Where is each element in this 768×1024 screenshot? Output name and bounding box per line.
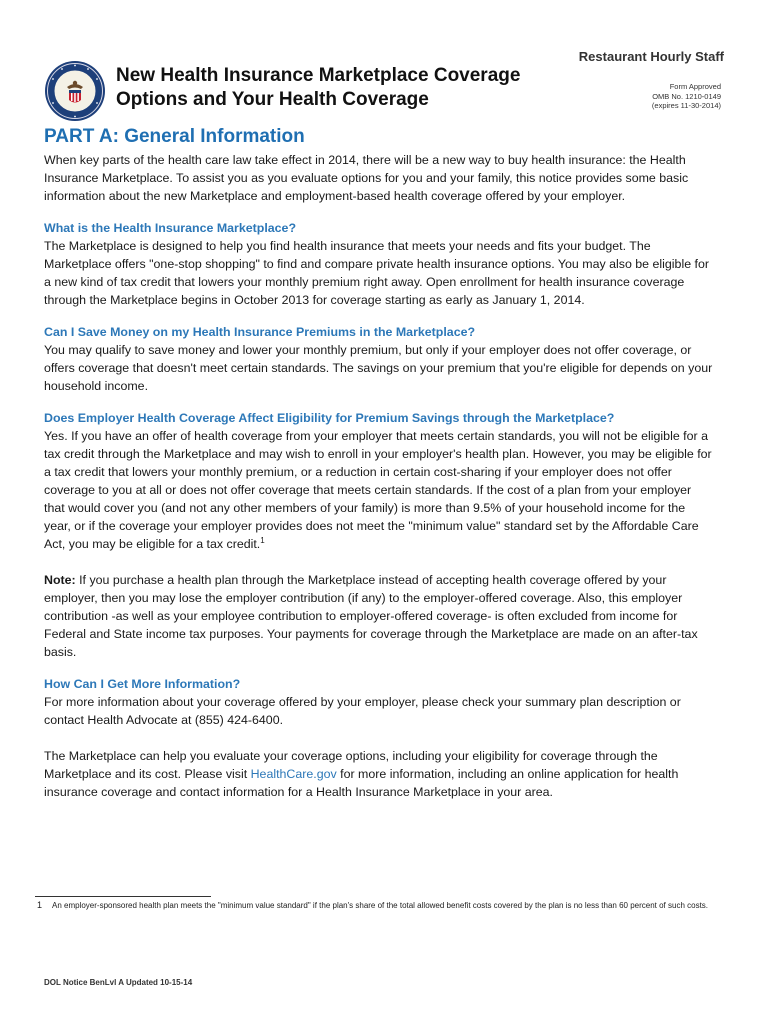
title-line-2: Options and Your Health Coverage — [116, 89, 429, 110]
section-body-employer-coverage — [44, 427, 714, 553]
omb-expiration: (expires 11-30-2014) — [651, 101, 721, 110]
form-approved-text: Form Approved — [669, 82, 721, 91]
note-text: If you purchase a health plan through the Marketplace instead of accepting health coverage offered by your employer, then you may lose the employer contribution (if any) to the employer-offered coverage. Also, this employer contribution -as well as your employee contribution to employer-offered coverage- is often excluded from income for Federal and State income tax purposes. Your payments for coverage through the Marketplace are made on an after-tax basis. — [44, 573, 698, 659]
section-body-save-money: You may qualify to save money and lower your monthly premium, but only if your employer does not offer coverage, or offers coverage that doesn't meet certain standards. The savings on your premium that you're eligible for depends on your household income. — [44, 343, 713, 393]
footnote — [37, 900, 727, 911]
marketplace-help-paragraph — [44, 747, 714, 801]
omb-number: OMB No. 1210-0149 — [652, 91, 721, 101]
audience-label: Restaurant Hourly Staff — [578, 49, 724, 64]
title-line-1: New Health Insurance Marketplace Coverage — [116, 65, 521, 86]
footnote-number: 1 — [37, 900, 43, 910]
notice-body — [44, 151, 714, 801]
marketplace-help-text-before: The Marketplace can help you evaluate your coverage options, including your eligibility for coverage through the Marketplace and its cost. Please visit — [44, 749, 658, 781]
intro-paragraph: When key parts of the health care law take effect in 2014, there will be a new way to buy health insurance: the Health Insurance Marketplace. To assist you as you evaluate options for you and your family, this notice provides some basic information about the new Marketplace and employment-based health coverage offered by your employer. — [44, 153, 689, 203]
page-title — [116, 64, 586, 112]
section-heading-more-info: How Can I Get More Information? — [44, 677, 241, 691]
marketplace-help-text-after: for more information, including an online application for health insurance coverage and contact information for a Health Insurance Marketplace in your area. — [44, 767, 679, 799]
section-heading-employer-coverage: Does Employer Health Coverage Affect Eligibility for Premium Savings through the Marketplace? — [44, 411, 615, 425]
footnote-text: An employer-sponsored health plan meets the "minimum value standard" if the plan's share of the total allowed benefit costs covered by the plan is no less than 60 percent of such costs. — [52, 901, 709, 910]
document-footer: DOL Notice BenLvl A Updated 10-15-14 — [44, 978, 193, 987]
part-a-title: PART A: General Information — [44, 126, 305, 147]
section-body-more-info: For more information about your coverage offered by your employer, please check your summary plan description or contact Health Advocate at (855) 424-6400. — [44, 695, 681, 727]
department-of-labor-seal-icon — [44, 60, 106, 122]
employer-coverage-text: Yes. If you have an offer of health coverage from your employer that meets certain standards, you will not be eligible for a tax credit through the Marketplace and may wish to enroll in your employer's health plan. However, you may be eligible for a tax credit that lowers your monthly premium, or a reduction in certain cost-sharing if your employer does not offer coverage to you at all or does not offer coverage that meets certain standards. If the cost of a plan from your employer that would cover you (and not any other members of your family) is more than 9.5% of your household income for the year, or if the coverage your employer provides does not meet the "minimum value" standard set by the Affordable Care Act, you may be eligible for a tax credit. — [44, 429, 712, 551]
section-heading-marketplace: What is the Health Insurance Marketplace? — [44, 221, 297, 235]
section-heading-save-money: Can I Save Money on my Health Insurance Premiums in the Marketplace? — [44, 325, 476, 339]
footnote-divider — [35, 896, 211, 897]
omb-approval-block — [652, 82, 721, 111]
footnote-reference[interactable]: 1 — [260, 535, 265, 545]
note-paragraph — [44, 571, 714, 661]
healthcare-gov-link[interactable]: HealthCare.gov — [250, 767, 337, 781]
note-label: Note: — [44, 573, 76, 587]
section-body-marketplace: The Marketplace is designed to help you find health insurance that meets your needs and fits your budget. The Marketplace offers "one-stop shopping" to find and compare private health insurance options. You may also be eligible for a new kind of tax credit that lowers your monthly premium right away. Open enrollment for health insurance coverage through the Marketplace begins in October 2013 for coverage starting as early as January 1, 2014. — [44, 239, 709, 307]
